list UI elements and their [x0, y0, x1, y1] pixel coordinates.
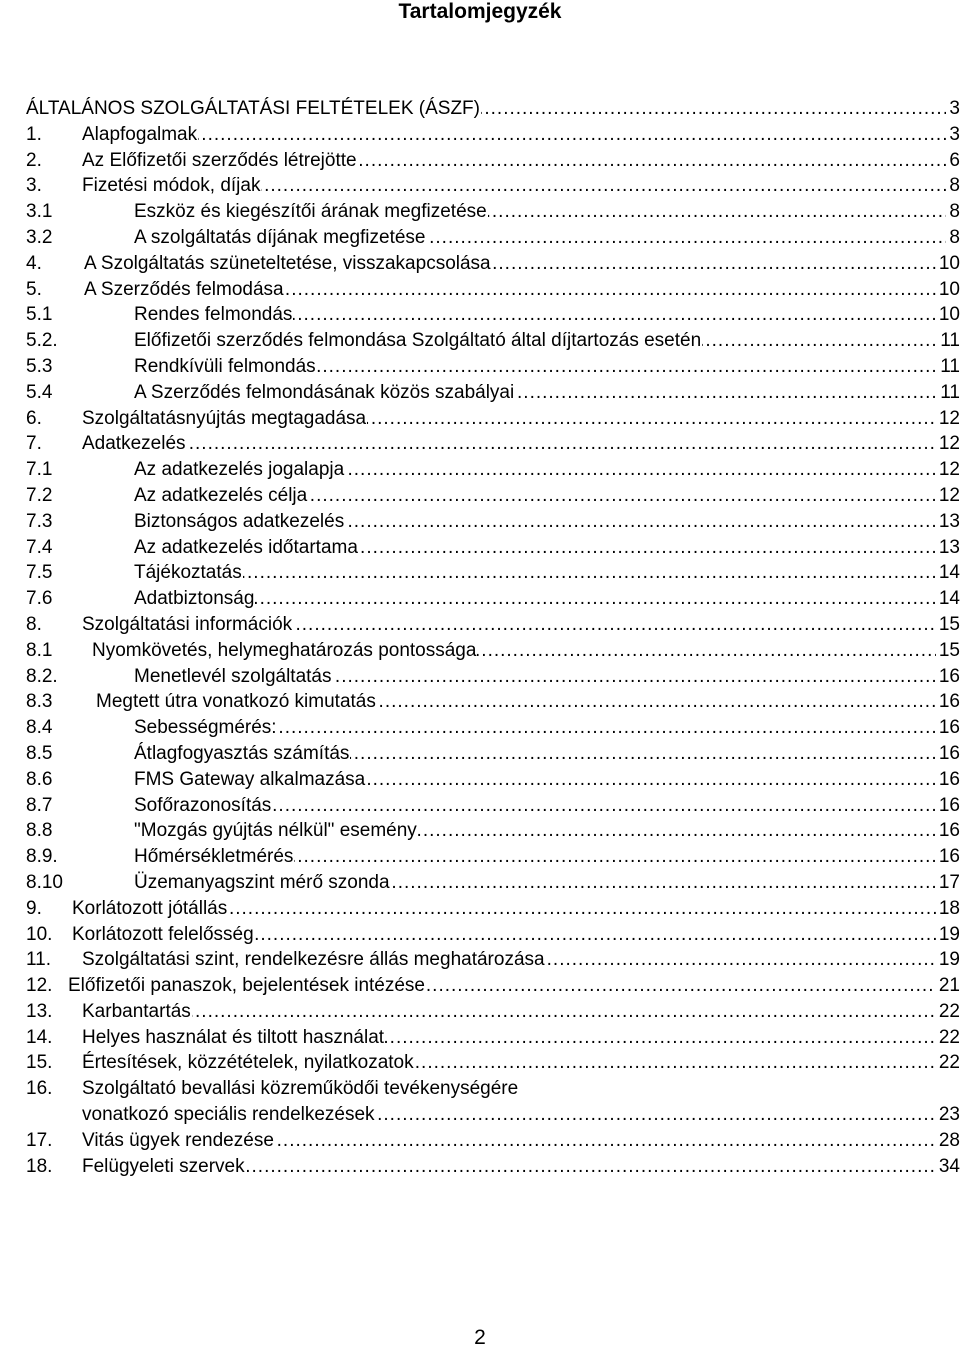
toc-entry-leader [134, 741, 960, 767]
toc-entry[interactable] [26, 560, 960, 586]
toc-entry-leader [134, 509, 960, 535]
toc-entry-leader [134, 793, 960, 819]
toc-entry-leader [134, 225, 960, 251]
toc-entry-number: 2. [26, 149, 42, 171]
toc-entry[interactable] [26, 328, 960, 354]
toc-entry-leader [134, 715, 960, 741]
toc-entry[interactable] [26, 277, 960, 303]
toc-entry-leader [92, 638, 960, 664]
toc-entry-page: 16 [936, 689, 960, 715]
toc-entry[interactable] [26, 947, 960, 973]
toc-entry-label: ÁLTALÁNOS SZOLGÁLTATÁSI FELTÉTELEK (ÁSZF) [26, 98, 480, 119]
toc-entry[interactable] [26, 483, 960, 509]
toc-entry-page: 8 [946, 199, 960, 225]
toc-entry-number: 8. [26, 613, 42, 635]
toc-entry[interactable] [26, 1128, 960, 1154]
toc-entry-number: 16. [26, 1078, 53, 1100]
toc-entry[interactable] [26, 535, 960, 561]
toc-entry-page: 10 [936, 251, 960, 277]
toc-entry[interactable] [26, 999, 960, 1025]
toc-entry[interactable] [26, 844, 960, 870]
toc-entry-label: Tájékoztatás [134, 562, 242, 584]
toc-entry-page: 12 [936, 457, 960, 483]
toc-entry-page: 16 [936, 741, 960, 767]
toc-entry[interactable] [26, 173, 960, 199]
toc-entry-page: 19 [936, 947, 960, 973]
toc-entry-page: 22 [936, 1050, 960, 1076]
toc-entry-page: 12 [936, 483, 960, 509]
toc-entry[interactable] [26, 922, 960, 948]
toc-entry-leader [134, 870, 960, 896]
toc-title [0, 0, 960, 24]
toc-entry-label: Korlátozott felelősség [72, 923, 254, 945]
toc-entry-label: Üzemanyagszint mérő szonda [134, 871, 390, 893]
toc-entry-number: 8.4 [26, 717, 53, 739]
toc-entry-number: 14. [26, 1026, 53, 1048]
page-number: 2 [474, 1326, 486, 1349]
toc-entry-label: "Mozgás gyújtás nélkül" esemény [134, 820, 417, 842]
toc-entry-leader [82, 947, 960, 973]
toc-entry[interactable] [26, 148, 960, 174]
toc-entry-label: Alapfogalmak [82, 123, 198, 145]
toc-entry[interactable] [26, 1050, 960, 1076]
toc-entry-label: Az Előfizetői szerződés létrejötte [82, 149, 357, 171]
toc-entry-number: 10. [26, 923, 53, 945]
toc-entry-leader [72, 896, 960, 922]
toc-entry-page: 8 [946, 225, 960, 251]
toc-entry-label: Nyomkövetés, helymeghatározás pontossága [92, 639, 477, 661]
toc-entry-number: 8.6 [26, 768, 53, 790]
toc-entry-leader [82, 431, 960, 457]
toc-entry-number: 9. [26, 897, 42, 919]
toc-entry-number: 8.2. [26, 665, 58, 687]
toc-entry-leader [134, 380, 960, 406]
toc-entry[interactable] [26, 122, 960, 148]
toc-entry-page: 15 [936, 638, 960, 664]
toc-entry-label: Korlátozott jótállás [72, 897, 228, 919]
toc-entry-leader [134, 302, 960, 328]
toc-entry-label: Szolgáltató bevallási közreműködői tevékenységére [82, 1078, 519, 1100]
toc-entry-number: 7.2 [26, 484, 53, 506]
toc-entry-number: 8.7 [26, 794, 53, 816]
toc-entry-label: Az adatkezelés célja [134, 484, 308, 506]
toc-entry-page: 22 [936, 1025, 960, 1051]
toc-entry-page: 23 [936, 1102, 960, 1128]
toc-entry-number: 7.1 [26, 459, 53, 481]
toc-entry-number: 7. [26, 433, 42, 455]
toc-entry-leader [134, 199, 960, 225]
toc-entry-page: 19 [936, 922, 960, 948]
toc-entry[interactable] [26, 638, 960, 664]
toc-entry-number: 11. [26, 949, 52, 971]
toc-entry-page: 16 [936, 844, 960, 870]
toc-entry-leader [96, 689, 960, 715]
toc-entry-page: 28 [936, 1128, 960, 1154]
toc-entry[interactable] [26, 457, 960, 483]
toc-entry-label: Az adatkezelés jogalapja [134, 459, 345, 481]
toc-entry[interactable] [26, 664, 960, 690]
toc-entry-page: 3 [946, 96, 960, 122]
toc-entry-number: 8.8 [26, 820, 53, 842]
toc-entry-page: 22 [936, 999, 960, 1025]
toc-entry-number: 8.3 [26, 691, 53, 713]
toc-entry-leader [82, 1154, 960, 1180]
toc-entry-label: A Szerződés felmondásának közös szabályai [134, 381, 515, 403]
toc-entry-number: 5.1 [26, 304, 53, 326]
toc-entry-leader [134, 328, 960, 354]
toc-entry-page: 14 [936, 586, 960, 612]
toc-entry[interactable] [26, 251, 960, 277]
toc-entry[interactable] [26, 431, 960, 457]
toc-entry-number: 13. [26, 1000, 53, 1022]
toc-entry-number: 5.4 [26, 381, 53, 403]
toc-entry[interactable] [26, 406, 960, 432]
toc-entry-label: Fizetési módok, díjak [82, 175, 261, 197]
toc-entry-page: 16 [936, 715, 960, 741]
toc-entry-page: 10 [936, 277, 960, 303]
toc-entry-number: 5.3 [26, 355, 53, 377]
toc-entry-label: Rendes felmondás [134, 304, 293, 326]
toc-entry[interactable] [26, 96, 960, 122]
toc-entry-number: 4. [26, 252, 42, 274]
toc-entry-page: 16 [936, 818, 960, 844]
toc-entry-number: 7.4 [26, 536, 53, 558]
toc-entry-label: Adatbiztonság [134, 588, 255, 610]
toc-entry-label: FMS Gateway alkalmazása [134, 768, 366, 790]
toc-title-text: Tartalomjegyzék [398, 0, 562, 23]
toc-entry-number: 5. [26, 278, 42, 300]
toc-entry-page: 3 [946, 122, 960, 148]
toc-entry-page: 12 [936, 431, 960, 457]
toc-entry-leader [134, 844, 960, 870]
toc-entry[interactable] [26, 586, 960, 612]
toc-entry-number: 8.1 [26, 639, 53, 661]
toc-entry-page: 17 [936, 870, 960, 896]
toc-entry[interactable] [26, 896, 960, 922]
toc-entry-leader [134, 560, 960, 586]
toc-entry-number: 6. [26, 407, 42, 429]
toc-entry-label: Előfizetői szerződés felmondása Szolgáltató által díjtartozás esetén [134, 330, 702, 352]
toc-entry-number: 3. [26, 175, 42, 197]
toc-entry-number: 12. [26, 975, 53, 997]
toc-entry-label: Rendkívüli felmondás [134, 355, 316, 377]
toc-entry-number: 5.2. [26, 330, 58, 352]
toc-entry-number: 1. [26, 123, 42, 145]
toc-entry-number: 18. [26, 1155, 53, 1177]
toc-entry[interactable] [26, 767, 960, 793]
toc-entry-page: 21 [936, 973, 960, 999]
toc-entry-label: Előfizetői panaszok, bejelentések intézése [68, 975, 426, 997]
toc-entry-leader [134, 818, 960, 844]
toc-entry[interactable] [26, 354, 960, 380]
toc-entry[interactable] [26, 302, 960, 328]
toc-entry-leader [82, 999, 960, 1025]
toc-entry[interactable] [26, 973, 960, 999]
toc-entry[interactable] [26, 509, 960, 535]
toc-entry-leader [82, 1102, 960, 1128]
toc-entry[interactable] [26, 225, 960, 251]
toc-entry[interactable] [26, 1154, 960, 1180]
toc-entry-leader [72, 922, 960, 948]
toc-entry-leader [84, 251, 960, 277]
toc-entry[interactable] [26, 380, 960, 406]
toc-entry-label: Felügyeleti szervek [82, 1155, 245, 1177]
toc-entry-leader [82, 1128, 960, 1154]
toc-entry[interactable] [26, 199, 960, 225]
toc-entry-label: Adatkezelés [82, 433, 186, 455]
toc-entry-label: A szolgáltatás díjának megfizetése [134, 226, 426, 248]
toc-entry-label: Hőmérsékletmérés [134, 846, 294, 868]
toc-entry-page: 14 [936, 560, 960, 586]
toc-entry[interactable] [26, 689, 960, 715]
table-of-contents [26, 96, 960, 1179]
toc-entry-number: 7.6 [26, 588, 53, 610]
toc-entry-page: 11 [937, 354, 960, 380]
toc-entry-leader [82, 1050, 960, 1076]
toc-entry[interactable] [26, 1025, 960, 1051]
toc-entry-leader [82, 406, 960, 432]
toc-entry-number: 3.1 [26, 201, 53, 223]
toc-entry-number: 7.5 [26, 562, 53, 584]
toc-entry-number: 7.3 [26, 510, 53, 532]
toc-entry-page: 11 [937, 328, 960, 354]
toc-entry-page: 16 [936, 664, 960, 690]
toc-entry-page: 18 [936, 896, 960, 922]
toc-entry-label: Helyes használat és tiltott használat [82, 1026, 385, 1048]
toc-entry-page: 16 [936, 793, 960, 819]
toc-entry-leader [134, 664, 960, 690]
toc-entry-leader [84, 277, 960, 303]
toc-entry-leader [82, 148, 960, 174]
toc-entry-page: 34 [936, 1154, 960, 1180]
toc-entry-leader [82, 122, 960, 148]
toc-entry-label: Sofőrazonosítás [134, 794, 272, 816]
toc-entry-number: 15. [26, 1052, 53, 1074]
toc-entry-leader [134, 767, 960, 793]
toc-entry-leader [134, 354, 960, 380]
toc-entry-number: 8.9. [26, 846, 58, 868]
toc-entry-label: Eszköz és kiegészítői árának megfizetése [134, 201, 487, 223]
toc-entry-leader [134, 586, 960, 612]
toc-entry-leader [134, 457, 960, 483]
toc-entry-leader [134, 535, 960, 561]
toc-entry-page: 12 [936, 406, 960, 432]
toc-entry-page: 13 [936, 535, 960, 561]
toc-entry-number: 8.5 [26, 742, 53, 764]
toc-entry-label: vonatkozó speciális rendelkezések [82, 1104, 375, 1126]
toc-entry-label: Vitás ügyek rendezése [82, 1129, 274, 1151]
toc-entry-leader [82, 1025, 960, 1051]
toc-entry-page: 10 [936, 302, 960, 328]
toc-entry-page: 8 [946, 173, 960, 199]
toc-entry-number: 3.2 [26, 226, 53, 248]
toc-entry-page: 15 [936, 612, 960, 638]
toc-entry-label: A Szolgáltatás szüneteltetése, visszakapcsolása [84, 252, 491, 274]
toc-entry-label: Szolgáltatási információk [82, 613, 293, 635]
toc-entry-label: A Szerződés felmodása [84, 278, 284, 300]
toc-entry[interactable] [26, 612, 960, 638]
toc-entry-label: Menetlevél szolgáltatás [134, 665, 332, 687]
toc-entry-leader [26, 96, 960, 122]
toc-entry-label: Karbantartás [82, 1000, 191, 1022]
toc-entry-label: Megtett útra vonatkozó kimutatás [96, 691, 376, 713]
toc-entry-label: Szolgáltatási szint, rendelkezésre állás meghatározása [82, 949, 545, 971]
toc-entry[interactable] [26, 818, 960, 844]
toc-entry-label: Szolgáltatásnyújtás megtagadása [82, 407, 367, 429]
toc-entry-label: Értesítések, közzétételek, nyilatkozatok [82, 1052, 414, 1074]
toc-entry-number: 8.10 [26, 871, 63, 893]
toc-entry-label: Az adatkezelés időtartama [134, 536, 358, 558]
toc-entry[interactable] [26, 870, 960, 896]
toc-entry[interactable] [26, 1076, 960, 1128]
toc-entry-page: 16 [936, 767, 960, 793]
toc-entry-leader [82, 612, 960, 638]
toc-entry-page: 6 [946, 148, 960, 174]
toc-entry-page: 13 [936, 509, 960, 535]
toc-entry-page: 11 [937, 380, 960, 406]
toc-entry-label: Biztonságos adatkezelés [134, 510, 345, 532]
toc-entry-leader [82, 173, 960, 199]
toc-entry-label: Átlagfogyasztás számítás [134, 742, 350, 764]
toc-entry-label: Sebességmérés: [134, 717, 277, 739]
toc-entry-leader [134, 483, 960, 509]
toc-entry[interactable] [26, 715, 960, 741]
toc-entry-leader [68, 973, 960, 999]
toc-entry[interactable] [26, 793, 960, 819]
toc-entry-number: 17. [26, 1129, 53, 1151]
toc-entry[interactable] [26, 741, 960, 767]
